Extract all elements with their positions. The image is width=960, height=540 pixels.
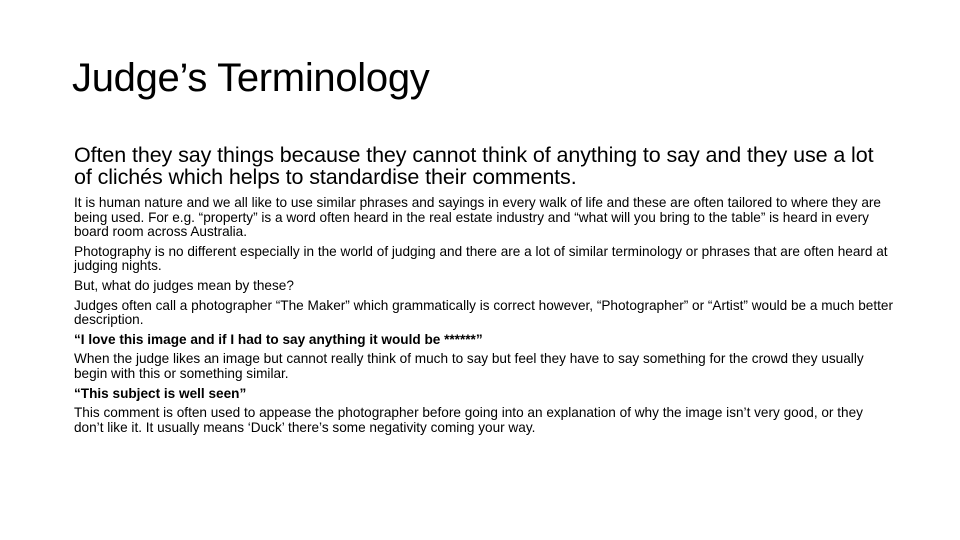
slide-title: Judge’s Terminology (72, 56, 430, 100)
quote-love-this-image: “I love this image and if I had to say anything it would be ******” (74, 331, 483, 347)
lead-paragraph: Often they say things because they cannot think of anything to say and they use a lot of clichés which helps to standardise their comments. (74, 143, 874, 189)
paragraph-question: But, what do judges mean by these? (74, 277, 294, 293)
paragraph-well-seen-explanation: This comment is often used to appease the photographer before going into an explanation of why the image isn’t very good, or they don’t like it. It usually means ‘Duck’ there’s some negativity coming your way. (74, 405, 863, 435)
paragraph-human-nature: It is human nature and we all like to use similar phrases and sayings in every walk of life and these are often tailored to where they are being used. For e.g. “property” is a word often heard in the real estate industry and “what will you bring to the table” is heard in every board room across Australia. (74, 195, 881, 240)
paragraph-photography: Photography is no different especially in the world of judging and there are a lot of similar terminology or phrases that are often heard at judging nights. (74, 243, 888, 274)
slide-body (74, 144, 894, 440)
paragraph-the-maker: Judges often call a photographer “The Maker” which grammatically is correct however, “Photographer” or “Artist” would be a much better description. (74, 297, 894, 328)
quote-well-seen: “This subject is well seen” (74, 385, 247, 401)
paragraph-love-explanation: When the judge likes an image but cannot really think of much to say but feel they have to say something for the crowd they usually begin with this or something similar. (74, 351, 864, 381)
